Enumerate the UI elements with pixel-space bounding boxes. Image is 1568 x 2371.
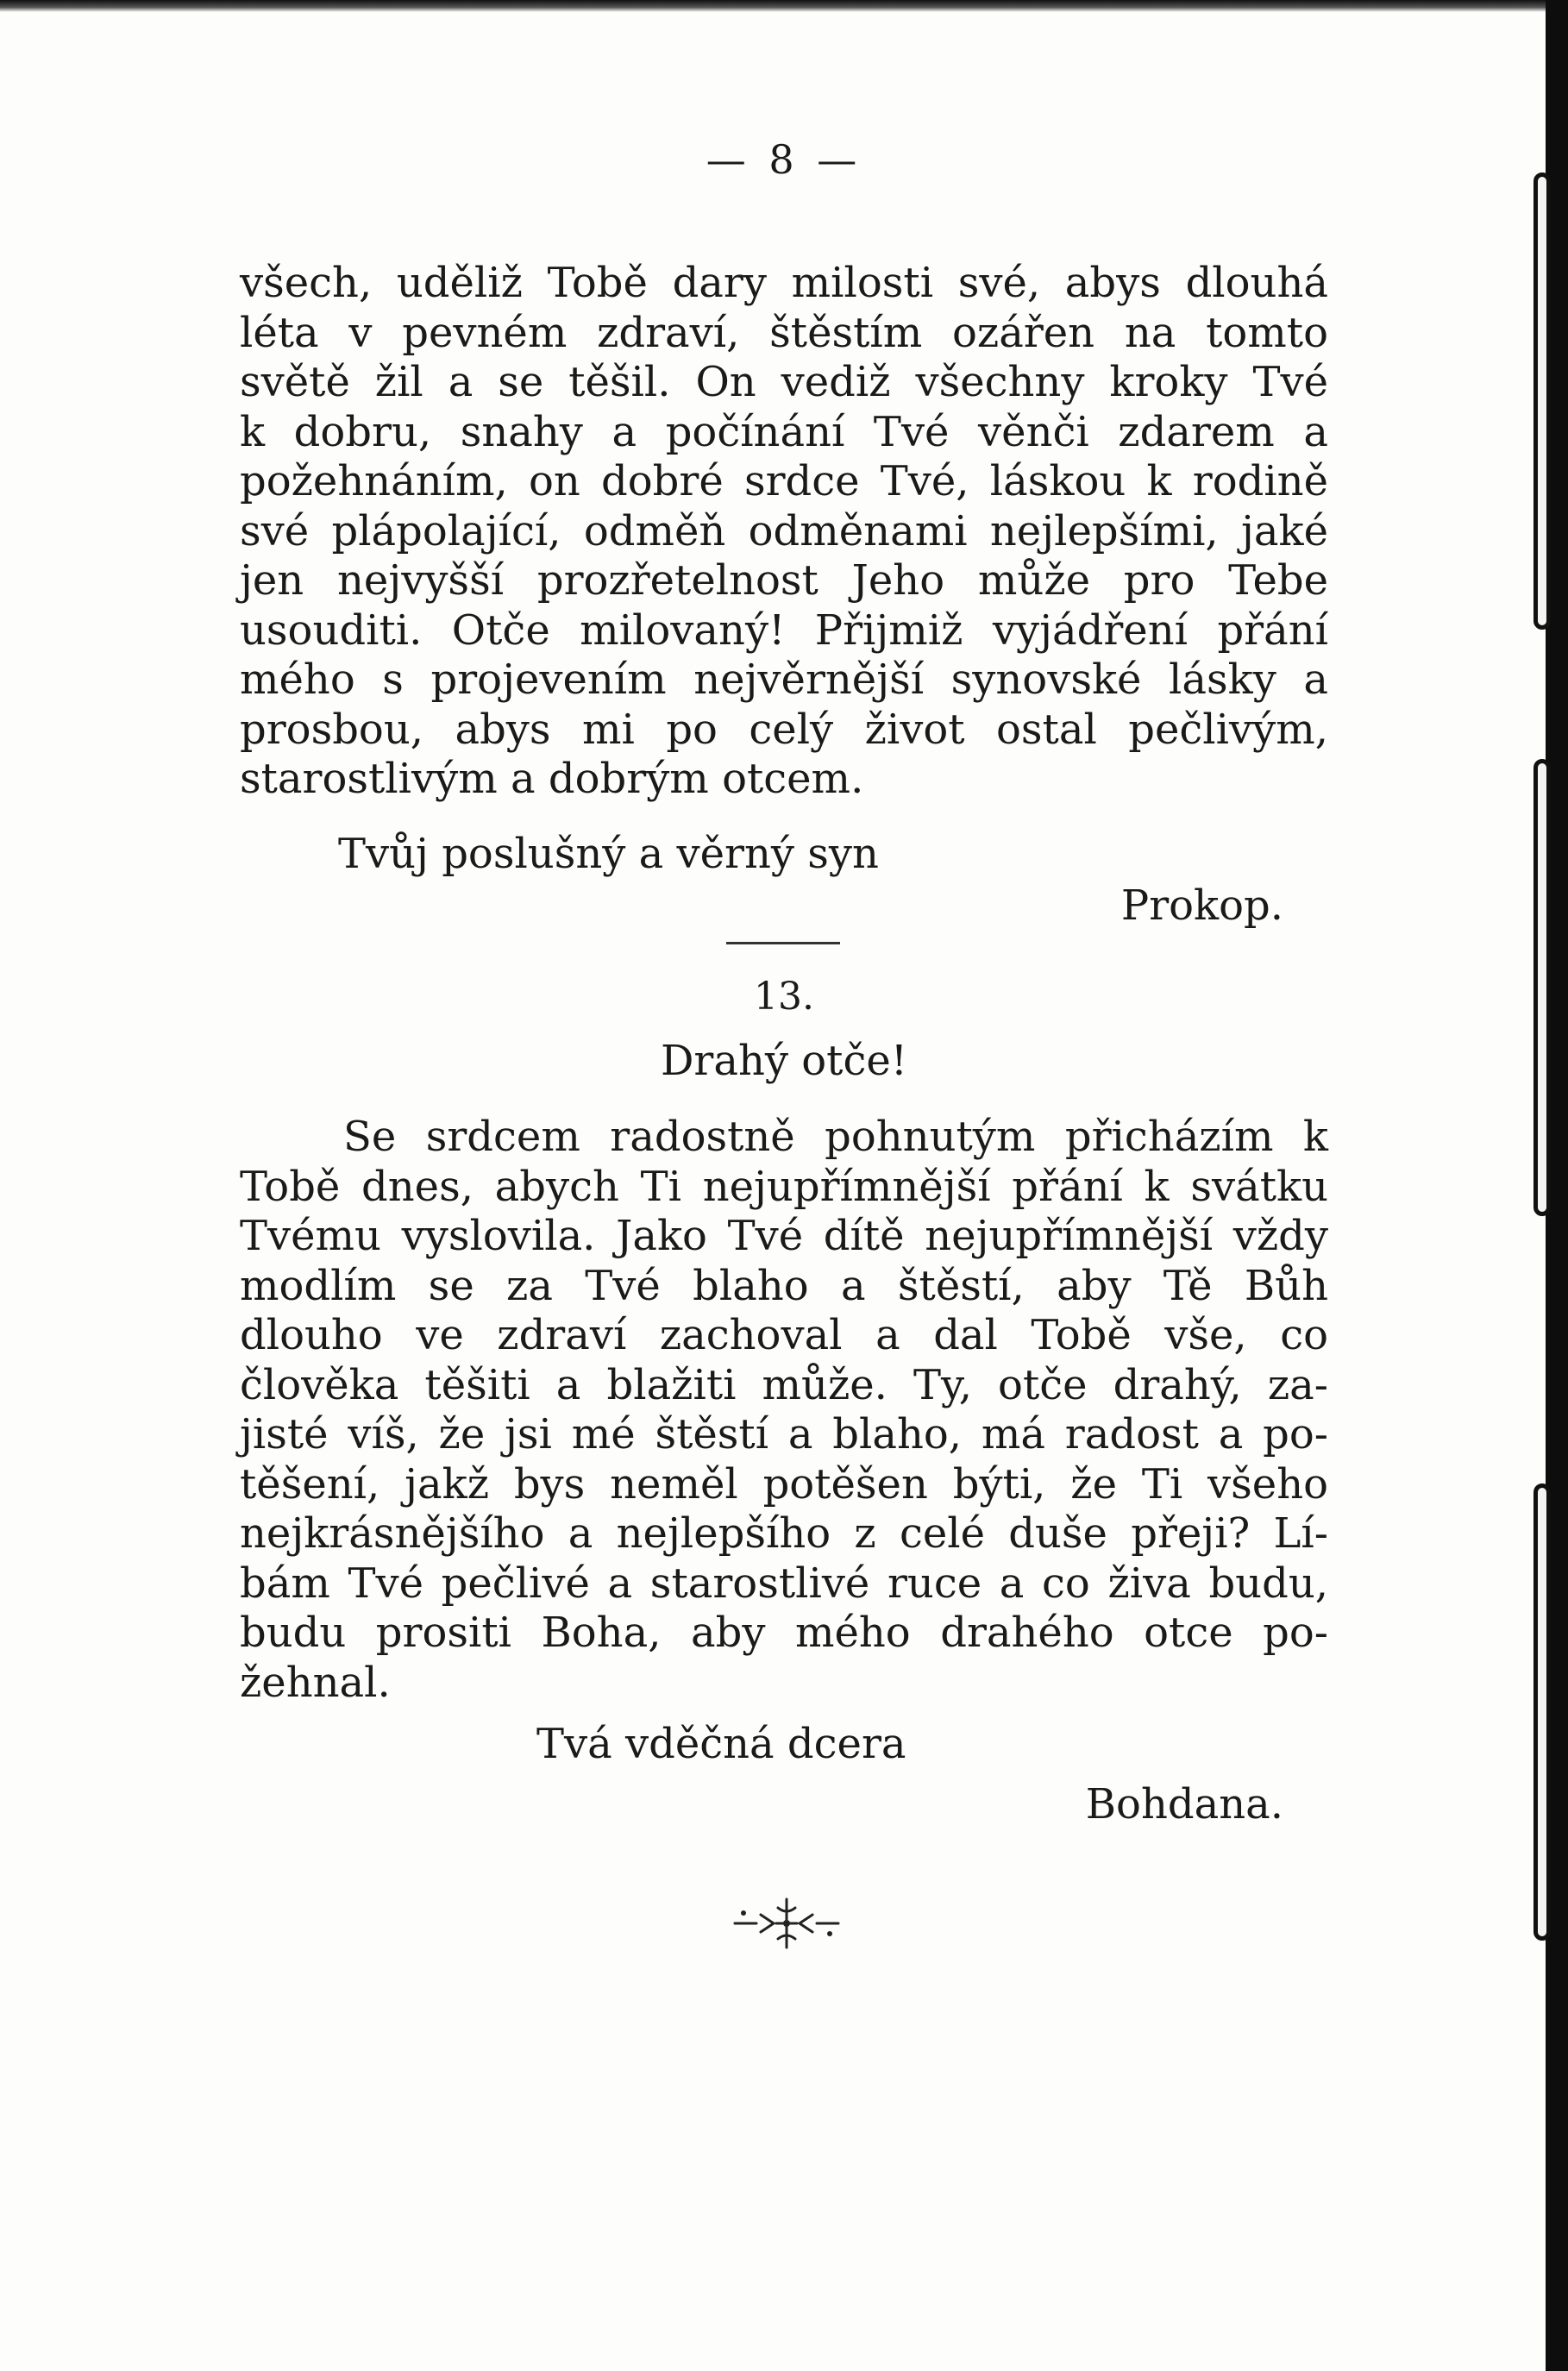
letter-13-salutation: Drahý otče!: [660, 1037, 908, 1085]
letter-13-signature: Bohdana.: [1085, 1780, 1283, 1828]
text-line: bám Tvé pečlivé a starostlivé ruce a co živa budu,: [240, 1559, 1328, 1608]
text-line: Se srdcem radostně pohnutým přicházím k: [343, 1113, 1328, 1161]
text-line: prosbou, abys mi po celý život ostal pečlivým,: [240, 705, 1328, 754]
scan-top-edge: [0, 0, 1568, 12]
letter-12-signature: Prokop.: [1120, 881, 1283, 930]
text-line: modlím se za Tvé blaho a štěstí, aby Tě Bůh: [240, 1261, 1328, 1310]
text-line: jen nejvyšší prozřetelnost Jeho může pro Tebe: [240, 556, 1328, 605]
text-line: jisté víš, že jsi mé štěstí a blaho, má radost a po-: [240, 1410, 1328, 1458]
text-line: nejkrásnějšího a nejlepšího z celé duše přeji? Lí-: [240, 1509, 1328, 1558]
text-line: mého s projevením nejvěrnější synovské lásky a: [240, 655, 1328, 704]
text-line: své plápolající, odměň odměnami nejlepšími, jaké: [240, 506, 1328, 555]
ornament-icon: [726, 1889, 847, 1958]
binding-thread: [1534, 1483, 1551, 1941]
text-line: člověka těšiti a blažiti může. Ty, otče drahý, za-: [240, 1360, 1328, 1409]
letter-13-closing: Tvá vděčná dcera: [536, 1720, 906, 1768]
text-line: žehnal.: [240, 1658, 391, 1707]
text-line: k dobru, snahy a počínání Tvé věnči zdarem a: [240, 407, 1328, 456]
letter-12-closing: Tvůj poslušný a věrný syn: [338, 830, 879, 878]
text-line: Tobě dnes, abych Ti nejupřímnější přání k svátku: [240, 1162, 1328, 1211]
letter-number: 13.: [754, 975, 814, 1019]
text-line: léta v pevném zdraví, štěstím ozářen na tomto: [240, 308, 1328, 357]
text-line: požehnáním, on dobré srdce Tvé, láskou k rodině: [240, 457, 1328, 505]
letter-12-body: [240, 259, 1328, 805]
text-line: světě žil a se těšil. On vediž všechny kroky Tvé: [240, 358, 1328, 406]
binding-thread: [1534, 172, 1551, 630]
text-line: budu prositi Boha, aby mého drahého otce po-: [240, 1609, 1328, 1657]
text-line: starostlivým a dobrým otcem.: [240, 755, 864, 803]
text-line: usouditi. Otče milovaný! Přijmiž vyjádření přání: [240, 605, 1328, 655]
section-divider: [726, 942, 840, 944]
text-line: všech, uděliž Tobě dary milosti své, abys dlouhá: [240, 259, 1328, 307]
page-number: — 8 —: [706, 136, 862, 183]
text-line: Tvému vyslovila. Jako Tvé dítě nejupřímnější vždy: [240, 1212, 1328, 1260]
text-line: těšení, jakž bys neměl potěšen býti, že Ti všeho: [240, 1459, 1328, 1509]
text-line: dlouho ve zdraví zachoval a dal Tobě vše, co: [240, 1311, 1328, 1359]
letter-13-body: [240, 1113, 1328, 1708]
